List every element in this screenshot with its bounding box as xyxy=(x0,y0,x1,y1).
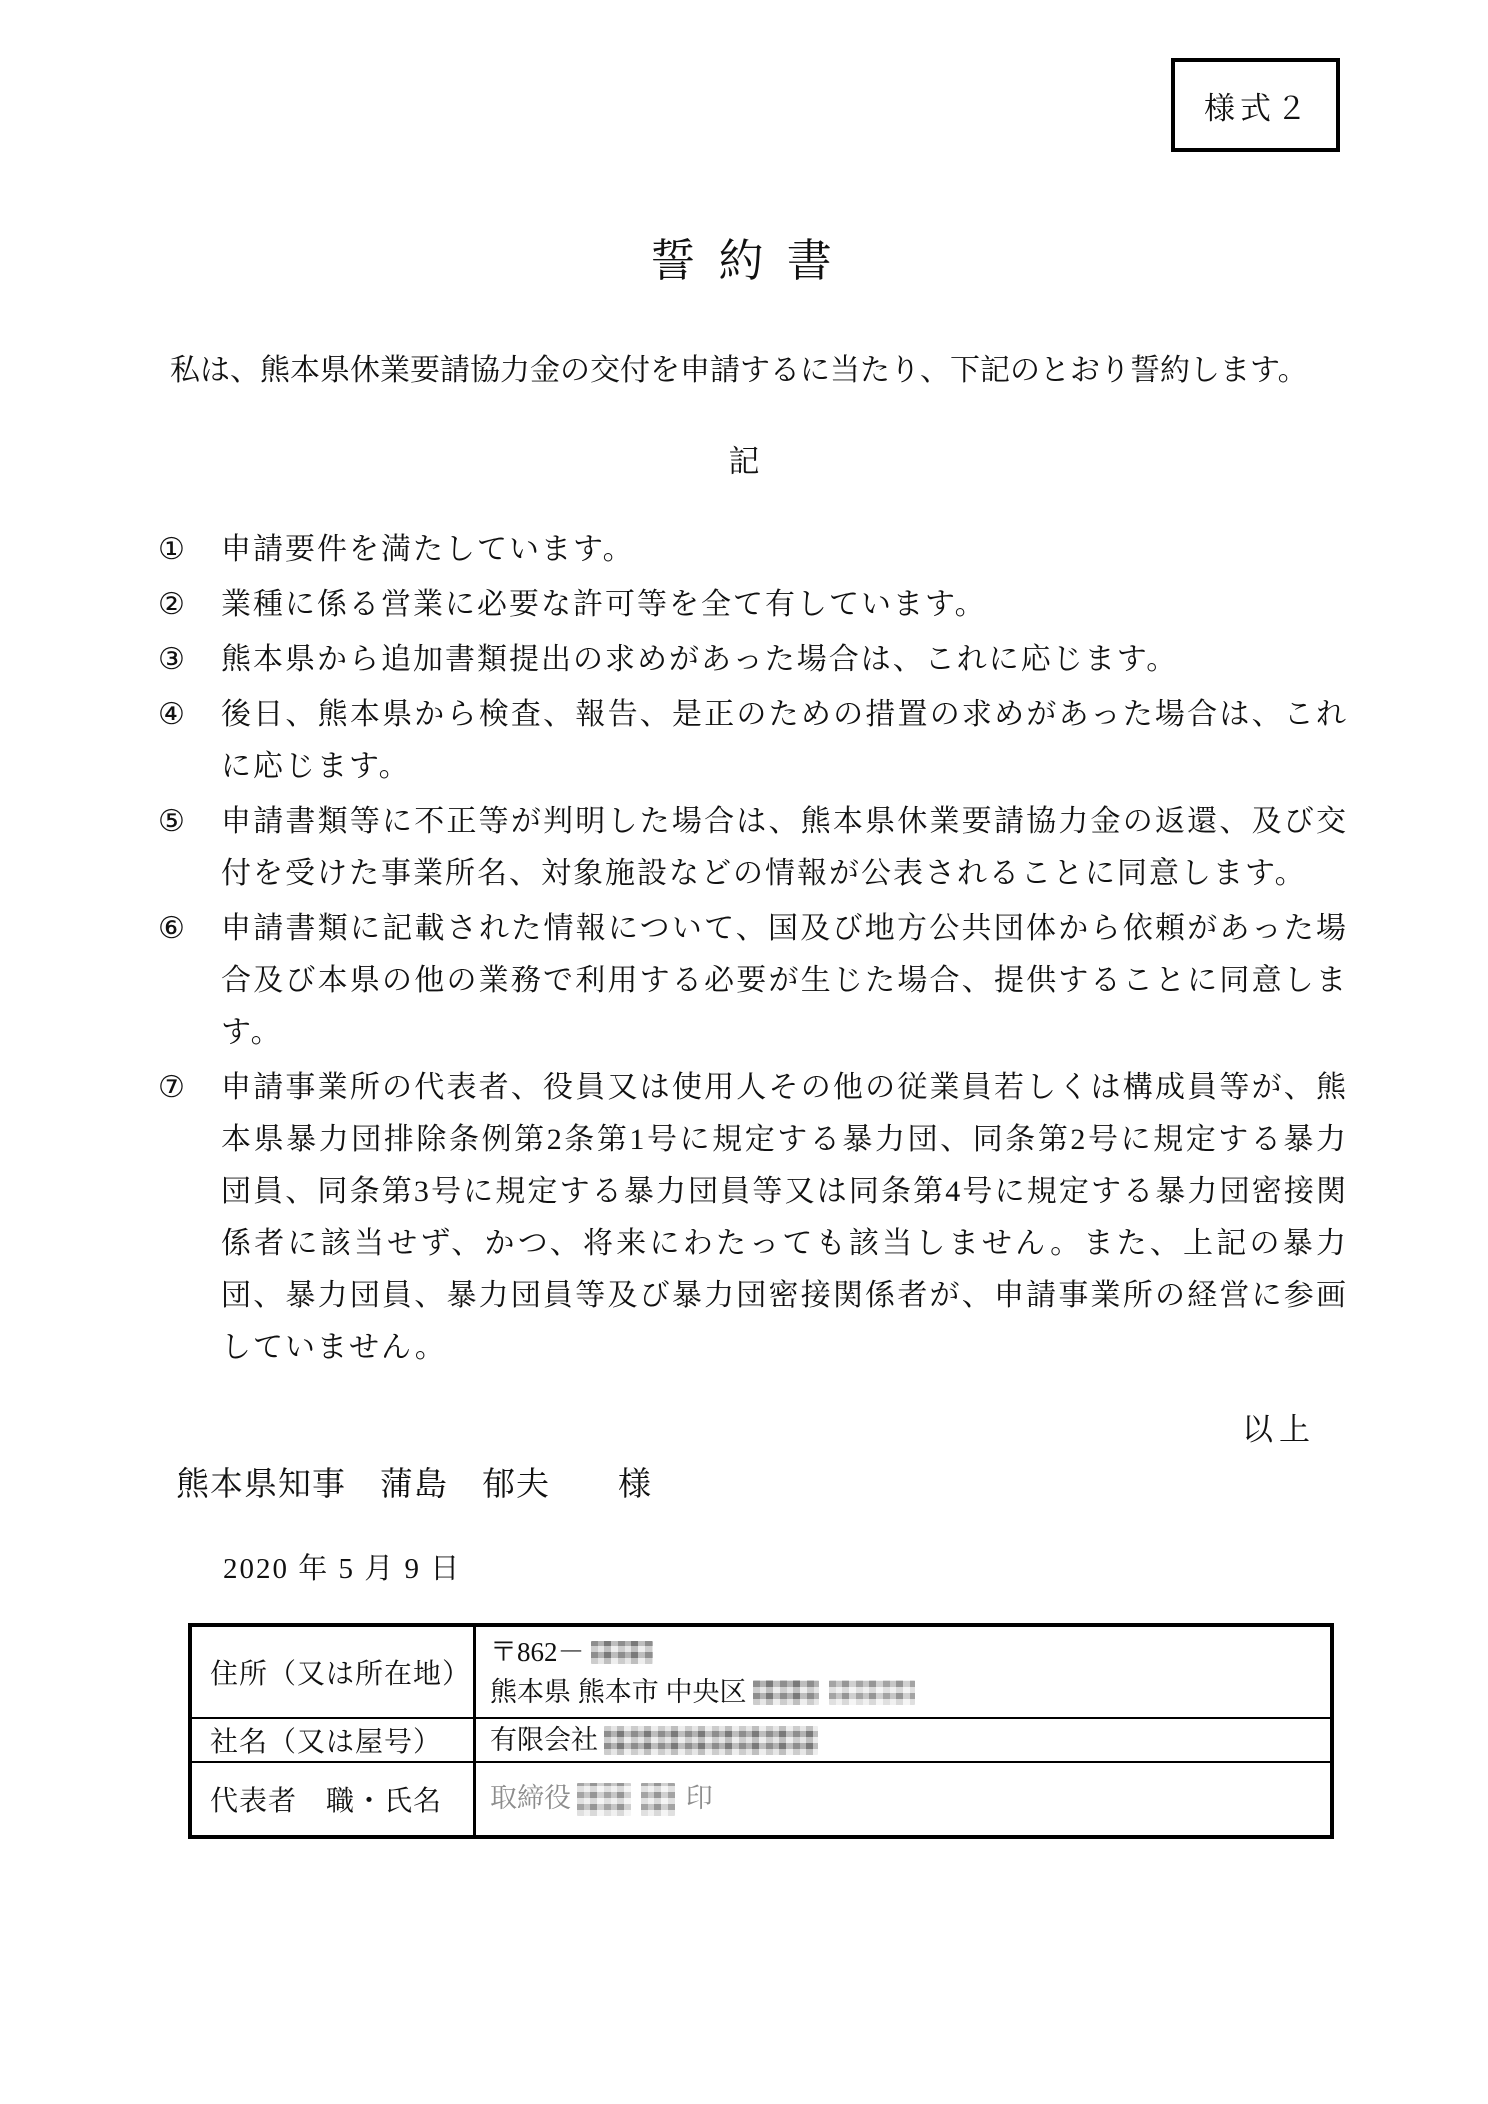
item-marker: ④ xyxy=(158,698,185,731)
item-marker: ⑦ xyxy=(158,1071,185,1104)
item-marker: ② xyxy=(158,588,185,621)
company-line xyxy=(490,1720,1330,1760)
redacted-surname xyxy=(577,1783,631,1816)
item-marker: ⑥ xyxy=(158,912,185,945)
redacted-company-name xyxy=(604,1726,818,1755)
date-line: 2020 年 5 月 9 日 xyxy=(223,1553,462,1585)
form-number-label: 様式２ xyxy=(1204,90,1312,126)
pledge-item-5 xyxy=(158,796,1348,900)
item-text: 申請書類等に不正等が判明した場合は、熊本県休業要請協力金の返還、及び交付を受けた事業所名、対象施設などの情報が公表されることに同意します。 xyxy=(221,805,1348,890)
representative-title: 取締役 xyxy=(490,1783,571,1814)
pledge-item-3 xyxy=(158,634,1348,686)
company-prefix: 有限会社 xyxy=(490,1725,598,1755)
record-heading: 記 xyxy=(728,444,760,479)
redacted-town-name xyxy=(753,1680,819,1705)
item-marker: ⑤ xyxy=(158,805,185,838)
representative-value xyxy=(476,1763,1330,1835)
closing-text: 以上 xyxy=(1242,1412,1316,1447)
company-value xyxy=(476,1719,1330,1761)
address-row xyxy=(192,1627,1330,1719)
redacted-given-name xyxy=(641,1783,675,1816)
postal-prefix: 〒862－ xyxy=(490,1637,585,1667)
representative-label: 代表者 職・氏名 xyxy=(192,1763,476,1835)
postal-line xyxy=(490,1632,1330,1672)
representative-line xyxy=(490,1778,1330,1819)
item-text: 熊本県から追加書類提出の求めがあった場合は、これに応じます。 xyxy=(221,643,1179,676)
item-marker: ③ xyxy=(158,643,185,676)
address-label: 住所（又は所在地） xyxy=(192,1627,476,1717)
pledge-item-7 xyxy=(158,1062,1348,1374)
company-label: 社名（又は屋号） xyxy=(192,1719,476,1761)
pledge-item-1 xyxy=(158,524,1348,576)
form-number-box xyxy=(1171,58,1340,152)
item-text: 業種に係る営業に必要な許可等を全て有しています。 xyxy=(221,588,987,621)
item-text: 申請要件を満たしています。 xyxy=(221,533,635,566)
intro-paragraph: 私は、熊本県休業要請協力金の交付を申請するに当たり、下記のとおり誓約します。 xyxy=(170,354,1308,387)
page-title: 誓 約 書 xyxy=(650,236,838,286)
address-line-text: 熊本県 熊本市 中央区 xyxy=(490,1677,747,1707)
item-marker: ① xyxy=(158,533,185,566)
address-value xyxy=(476,1627,1330,1717)
pledge-item-2 xyxy=(158,579,1348,631)
pledge-item-6 xyxy=(158,903,1348,1059)
address-line xyxy=(490,1672,1330,1712)
pledge-list xyxy=(158,524,1348,1377)
item-text: 後日、熊本県から検査、報告、是正のための措置の求めがあった場合は、これに応じます。 xyxy=(221,698,1348,783)
pledge-item-4 xyxy=(158,689,1348,793)
representative-row xyxy=(192,1763,1330,1835)
company-row xyxy=(192,1719,1330,1763)
item-text: 申請事業所の代表者、役員又は使用人その他の従業員若しくは構成員等が、熊本県暴力団排除条例第2条第1号に規定する暴力団、同条第2号に規定する暴力団員、同条第3号に規定する暴力団員等又は同条第4号に規定する暴力団密接関係者に該当せず、かつ、将来にわたっても該当しません。また、上記の暴力団、暴力団員、暴力団員等及び暴力団密接関係者が、申請事業所の経営に参画していません。 xyxy=(221,1071,1348,1364)
redacted-block-number xyxy=(829,1680,915,1705)
seal-mark: 印 xyxy=(685,1783,713,1814)
addressee-line: 熊本県知事 蒲島 郁夫 様 xyxy=(176,1467,652,1503)
applicant-info-table xyxy=(188,1623,1334,1839)
redacted-postal-code xyxy=(591,1641,653,1664)
item-text: 申請書類に記載された情報について、国及び地方公共団体から依頼があった場合及び本県の他の業務で利用する必要が生じた場合、提供することに同意します。 xyxy=(221,912,1348,1049)
